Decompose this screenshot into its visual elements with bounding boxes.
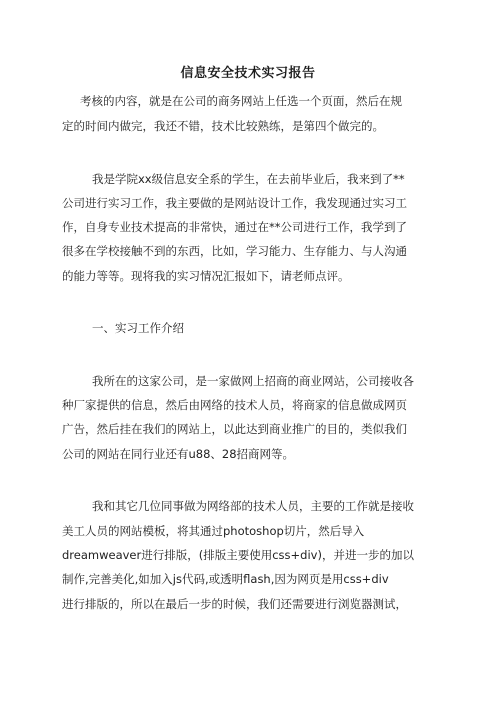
paragraph-2-line-3: 作，自身专业技术提高的非常快，通过在**公司进行工作，我学到了	[62, 220, 407, 234]
paragraph-4-line-4: 制作,完善美化,如加入js代码,或透明flash,因为网页是用css+div	[62, 572, 389, 586]
paragraph-3-line-1: 我所在的这家公司，是一家做网上招商的商业网站，公司接收各	[92, 374, 414, 388]
paragraph-1-line-2: 定的时间内做完，我还不错，技术比较熟练，是第四个做完的。	[62, 119, 384, 133]
paragraph-3-line-2: 种厂家提供的信息，然后由网络的技术人员，将商家的信息做成网页	[62, 398, 407, 412]
paragraph-2-line-2: 公司进行实习工作，我主要做的是网站设计工作，我发现通过实习工	[62, 196, 407, 210]
section-heading: 一、实习工作介绍	[92, 321, 184, 335]
paragraph-4-line-3: dreamweaver进行排版，(排版主要使用css+div)，并进一步的加以	[62, 548, 414, 562]
paragraph-1-line-1: 考核的内容，就是在公司的商务网站上任选一个页面，然后在规	[80, 94, 402, 108]
paragraph-2-line-5: 的能力等等。现将我的实习情况汇报如下，请老师点评。	[62, 269, 350, 283]
page-title: 信息安全技术实习报告	[180, 66, 316, 81]
paragraph-2-line-1: 我是学院xx级信息安全系的学生，在去前毕业后，我来到了**	[92, 172, 405, 186]
paragraph-4-line-2: 美工人员的网站模板，将其通过photoshop切片，然后导入	[62, 524, 365, 538]
paragraph-4-line-5: 进行排版的，所以在最后一步的时候，我们还需要进行浏览器测试，	[62, 597, 407, 611]
paragraph-2-line-4: 很多在学校接触不到的东西，比如，学习能力、生存能力、与人沟通	[62, 244, 407, 258]
paragraph-4-line-1: 我和其它几位同事做为网络部的技术人员，主要的工作就是接收	[92, 499, 414, 513]
paragraph-3-line-4: 公司的网站在同行业还有u88、28招商网等。	[62, 447, 295, 461]
paragraph-3-line-3: 广告，然后挂在我们的网站上，以此达到商业推广的目的，类似我们	[62, 422, 407, 436]
